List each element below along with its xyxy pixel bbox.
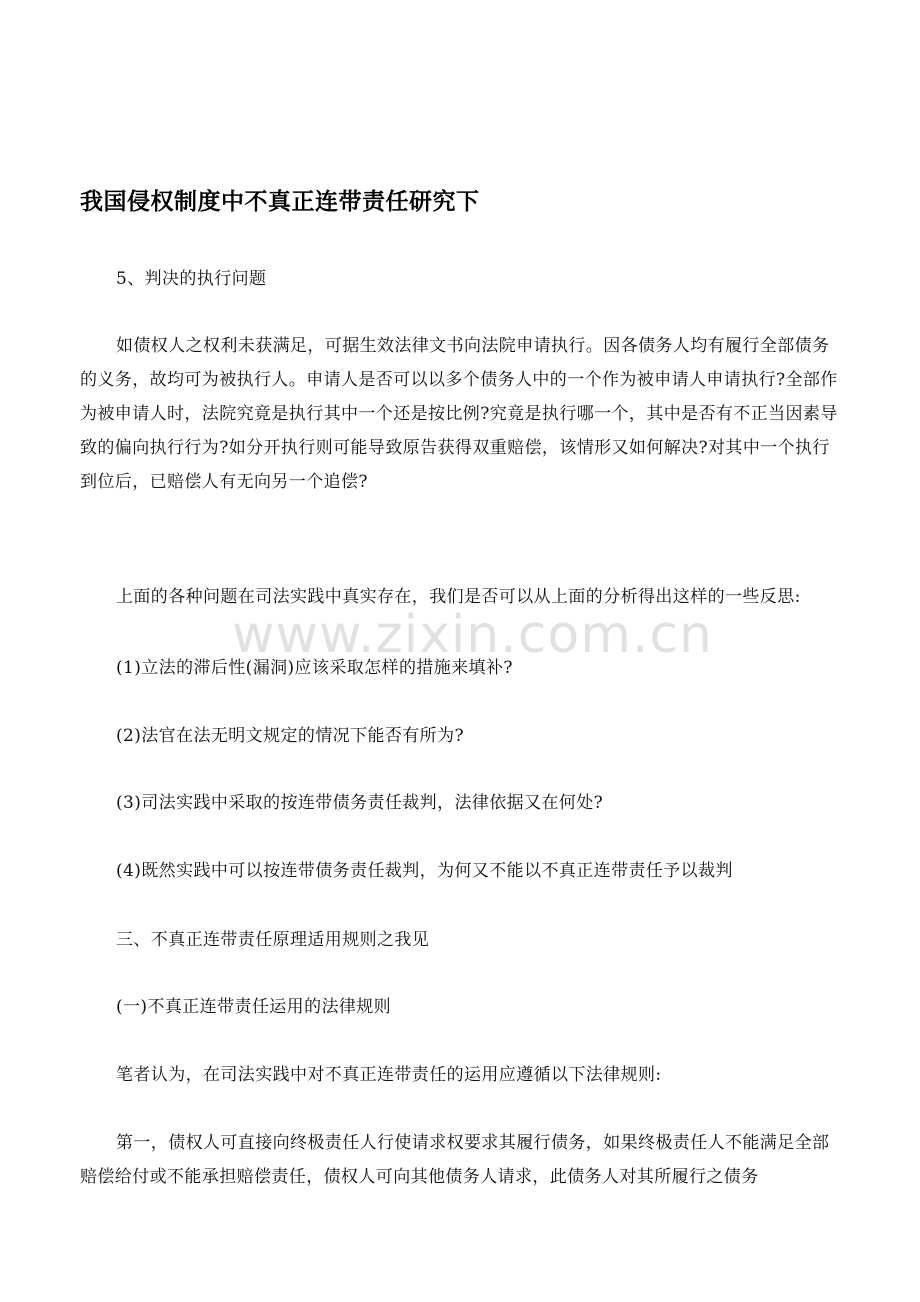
paragraph-subsection-1-heading: (一)不真正连带责任运用的法律规则 xyxy=(116,997,392,1017)
paragraph-question-4: (4)既然实践中可以按连带债务责任裁判，为何又不能以不真正连带责任予以裁判 xyxy=(116,861,733,881)
document-title: 我国侵权制度中不真正连带责任研究下 xyxy=(80,189,480,215)
paragraph-author-view: 笔者认为，在司法实践中对不真正连带责任的运用应遵循以下法律规则: xyxy=(116,1065,662,1085)
paragraph-section-5-heading: 5、判决的执行问题 xyxy=(116,269,267,289)
paragraph-section-3-heading: 三、不真正连带责任原理适用规则之我见 xyxy=(116,930,430,950)
paragraph-question-1: (1)立法的滞后性(漏洞)应该采取怎样的措施来填补? xyxy=(116,658,513,678)
paragraph-execution-problems: 如债权人之权利未获满足，可据生效法律文书向法院申请执行。因各债务人均有履行全部债务的义务，故均可为被执行人。申请人是否可以以多个债务人中的一个作为被申请人申请执行?全部作为被申请人时，法院究竟是执行其中一个还是按比例?究竟是执行哪一个，其中是否有不正当因素导致的偏向执行行为?如分开执行则可能导致原告获得双重赔偿，该情形又如何解决?对其中一个执行到位后，已赔偿人有无向另一个追偿? xyxy=(80,336,838,492)
paragraph-question-3: (3)司法实践中采取的按连带债务责任裁判，法律依据又在何处? xyxy=(116,793,604,813)
watermark: www.zixin.com.cn xyxy=(232,605,713,665)
paragraph-rule-first: 第一，债权人可直接向终极责任人行使请求权要求其履行债务，如果终极责任人不能满足全部赔偿给付或不能承担赔偿责任，债权人可向其他债务人请求，此债务人对其所履行之债务 xyxy=(80,1133,830,1187)
paragraph-question-2: (2)法官在法无明文规定的情况下能否有所为? xyxy=(116,726,464,746)
paragraph-reflection-intro: 上面的各种问题在司法实践中真实存在，我们是否可以从上面的分析得出这样的一些反思: xyxy=(116,587,801,607)
